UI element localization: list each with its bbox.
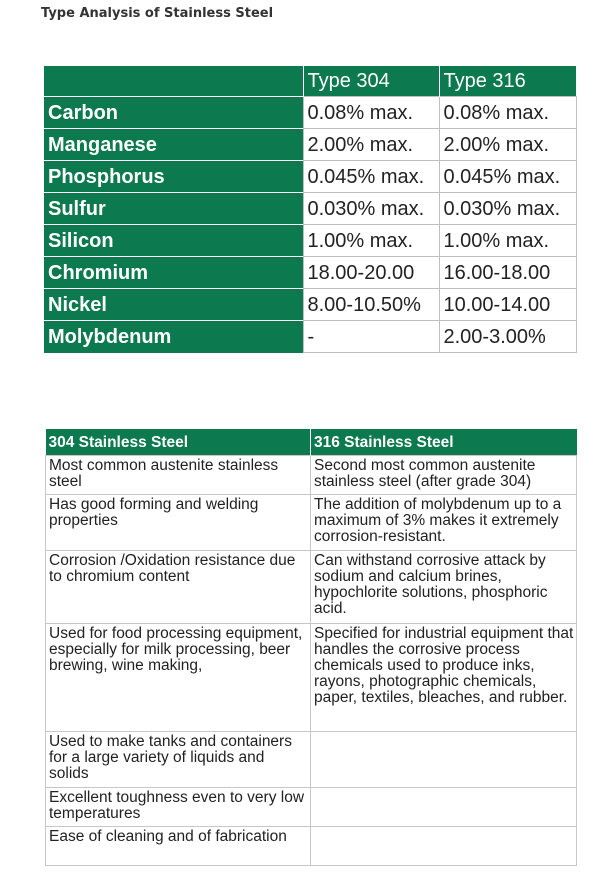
cell-304: Has good forming and welding properties — [46, 495, 311, 551]
comparison-row — [46, 551, 577, 624]
composition-header-row — [44, 66, 576, 97]
cell-304: Used for food processing equipment, especially for milk processing, beer brewing, wine making, — [46, 624, 311, 732]
type316-value: 2.00% max. — [439, 129, 576, 161]
cell-316: Second most common austenite stainless steel (after grade 304) — [311, 456, 577, 495]
comparison-row — [46, 624, 577, 732]
type304-value: 0.045% max. — [303, 161, 439, 193]
comparison-header-row — [46, 429, 577, 456]
composition-header-type304: Type 304 — [303, 66, 439, 97]
page-title: Type Analysis of Stainless Steel — [41, 6, 274, 21]
type316-value: 10.00-14.00 — [439, 289, 576, 321]
comparison-row — [46, 456, 577, 495]
composition-row — [44, 161, 576, 193]
cell-316: Specified for industrial equipment that handles the corrosive process chemicals used to produce inks, rayons, photographic chemicals, paper, textiles, bleaches, and rubber. — [311, 624, 577, 732]
cell-304: Most common austenite stainless steel — [46, 456, 311, 495]
element-name: Phosphorus — [44, 161, 303, 193]
type304-value: 2.00% max. — [303, 129, 439, 161]
composition-row — [44, 97, 576, 129]
cell-316 — [311, 788, 577, 827]
element-name: Molybdenum — [44, 321, 303, 353]
composition-header-corner — [44, 66, 303, 97]
element-name: Manganese — [44, 129, 303, 161]
type304-value: 0.030% max. — [303, 193, 439, 225]
type316-value: 1.00% max. — [439, 225, 576, 257]
cell-316 — [311, 732, 577, 788]
type304-value: 0.08% max. — [303, 97, 439, 129]
type316-value: 16.00-18.00 — [439, 257, 576, 289]
element-name: Chromium — [44, 257, 303, 289]
composition-row — [44, 289, 576, 321]
cell-316: Can withstand corrosive attack by sodium and calcium brines, hypochlorite solutions, phosphoric acid. — [311, 551, 577, 624]
cell-304: Corrosion /Oxidation resistance due to chromium content — [46, 551, 311, 624]
composition-header-type316: Type 316 — [439, 66, 576, 97]
composition-row — [44, 193, 576, 225]
type316-value: 0.045% max. — [439, 161, 576, 193]
type304-value: 8.00-10.50% — [303, 289, 439, 321]
element-name: Nickel — [44, 289, 303, 321]
type304-value: 1.00% max. — [303, 225, 439, 257]
composition-table — [44, 66, 577, 353]
cell-316: The addition of molybdenum up to a maximum of 3% makes it extremely corrosion-resistant. — [311, 495, 577, 551]
type304-value: - — [303, 321, 439, 353]
composition-row — [44, 321, 576, 353]
cell-304: Ease of cleaning and of fabrication — [46, 827, 311, 866]
composition-row — [44, 225, 576, 257]
cell-304: Excellent toughness even to very low temperatures — [46, 788, 311, 827]
comparison-header-304: 304 Stainless Steel — [46, 429, 311, 456]
type304-value: 18.00-20.00 — [303, 257, 439, 289]
cell-304: Used to make tanks and containers for a large variety of liquids and solids — [46, 732, 311, 788]
comparison-row — [46, 788, 577, 827]
comparison-header-316: 316 Stainless Steel — [311, 429, 577, 456]
type316-value: 0.030% max. — [439, 193, 576, 225]
cell-316 — [311, 827, 577, 866]
type316-value: 2.00-3.00% — [439, 321, 576, 353]
comparison-row — [46, 827, 577, 866]
element-name: Silicon — [44, 225, 303, 257]
type316-value: 0.08% max. — [439, 97, 576, 129]
comparison-row — [46, 732, 577, 788]
composition-row — [44, 257, 576, 289]
element-name: Carbon — [44, 97, 303, 129]
comparison-table — [45, 429, 577, 866]
comparison-row — [46, 495, 577, 551]
element-name: Sulfur — [44, 193, 303, 225]
composition-row — [44, 129, 576, 161]
